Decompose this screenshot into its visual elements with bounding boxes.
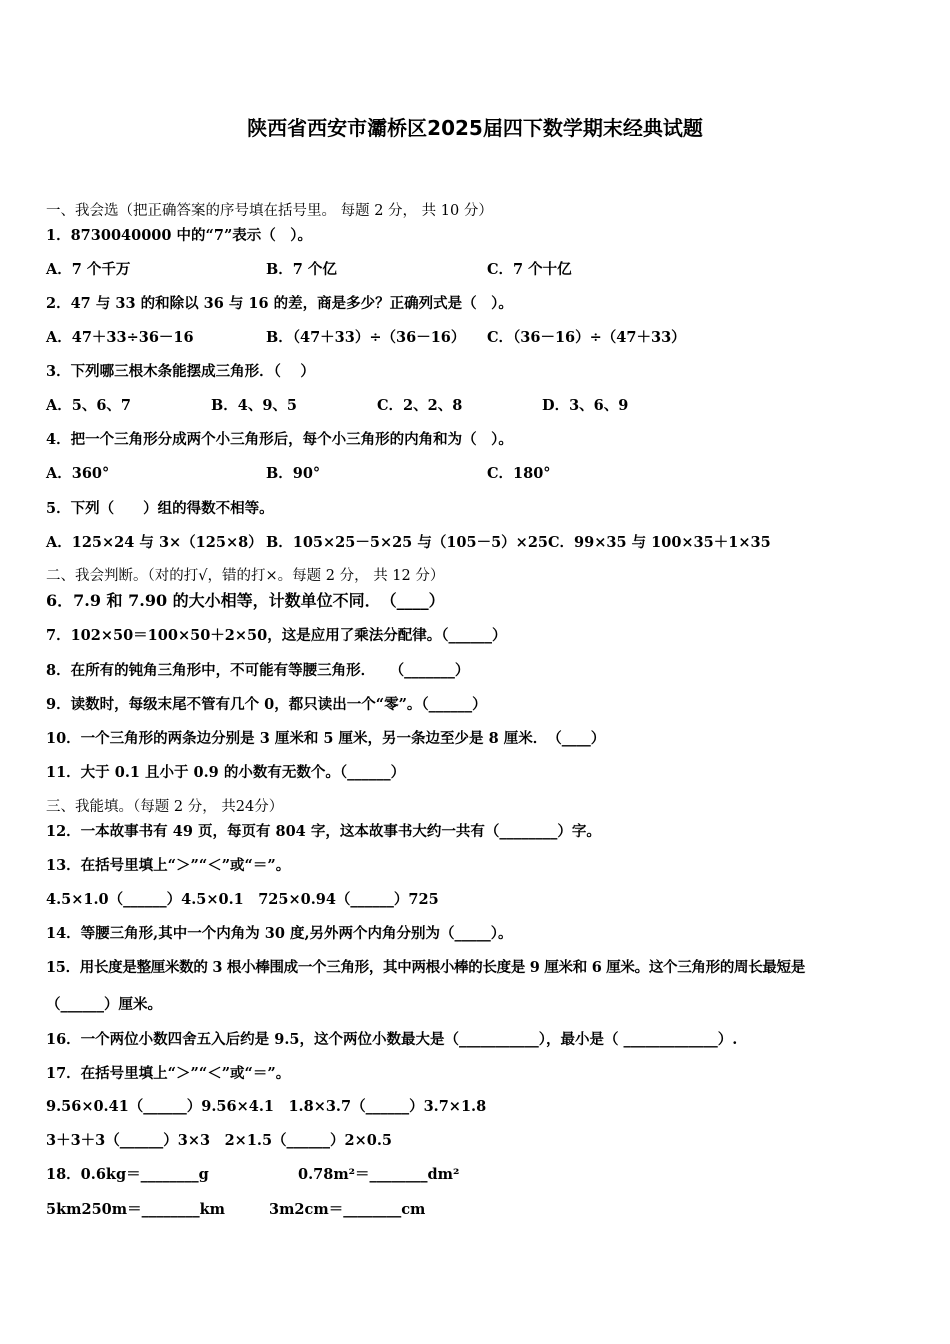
question-11: 11．大于 0.1 且小于 0.9 的小数有无数个。（______） xyxy=(46,764,406,781)
question-16: 16．一个两位小数四舍五入后约是 9.5，这个两位小数最大是（___________），最小是（ _____________）. xyxy=(46,1031,738,1048)
question-15: 15．用长度是整厘米数的 3 根小棒围成一个三角形，其中两根小棒的长度是 9 厘米和 6 厘米。这个三角形的周长最短是 xyxy=(46,959,806,976)
option-c: C．99×35 与 100×35＋1×35 xyxy=(548,534,771,551)
option-d: D．3、6、9 xyxy=(542,397,629,414)
option-a: A．125×24 与 3×（125×8） xyxy=(46,534,263,551)
option-b: B．4、9、5 xyxy=(211,397,298,414)
question-7: 7．102×50＝100×50＋2×50，这是应用了乘法分配律。（______） xyxy=(46,627,507,644)
option-c: C．（36－16）÷（47＋33） xyxy=(487,329,686,346)
question-1: 1．8730040000 中的“7”表示（ ）。 xyxy=(46,227,313,244)
option-c: C．180° xyxy=(487,465,551,482)
option-b: B．90° xyxy=(266,465,321,482)
question-17-items-1: 9.56×0.41（______）9.56×4.1 1.8×3.7（______）3.7×1.8 xyxy=(46,1098,487,1115)
question-17: 17．在括号里填上“＞”“＜”或“＝”。 xyxy=(46,1065,291,1082)
question-3: 3．下列哪三根木条能摆成三角形．（ ） xyxy=(46,363,315,380)
option-a: A．5、6、7 xyxy=(46,397,132,414)
question-18-a: 18．0.6kg＝________g xyxy=(46,1166,209,1183)
question-9: 9．读数时，每级末尾不管有几个 0，都只读出一个“零”。（______） xyxy=(46,696,487,713)
option-a: A．47＋33÷36－16 xyxy=(46,329,194,346)
question-17-items-2: 3＋3＋3（______）3×3 2×1.5（______）2×0.5 xyxy=(46,1132,393,1149)
question-2: 2．47 与 33 的和除以 36 与 16 的差，商是多少？正确列式是（ ）。 xyxy=(46,295,513,312)
section-1-heading: 一、我会选（把正确答案的序号填在括号里。 每题 2 分， 共 10 分） xyxy=(46,203,493,219)
question-18-d: 3m2cm＝________cm xyxy=(269,1201,426,1218)
page-title: 陕西省西安市灞桥区2025届四下数学期末经典试题 xyxy=(247,116,703,140)
question-12: 12．一本故事书有 49 页，每页有 804 字，这本故事书大约一共有（________）字。 xyxy=(46,823,601,840)
question-13: 13．在括号里填上“＞”“＜”或“＝”。 xyxy=(46,857,291,874)
question-15-cont: （______）厘米。 xyxy=(46,996,162,1013)
question-4: 4．把一个三角形分成两个小三角形后，每个小三角形的内角和为（ ）。 xyxy=(46,431,513,448)
question-10: 10．一个三角形的两条边分别是 3 厘米和 5 厘米，另一条边至少是 8 厘米． （____） xyxy=(46,730,606,747)
question-5: 5．下列（ ）组的得数不相等。 xyxy=(46,500,274,517)
option-c: C．7 个十亿 xyxy=(487,261,572,278)
question-18-c: 5km250m＝________km xyxy=(46,1201,225,1218)
question-8: 8．在所有的钝角三角形中，不可能有等腰三角形． （_______） xyxy=(46,662,470,679)
question-13-items: 4.5×1.0（______）4.5×0.1 725×0.94（______）725 xyxy=(46,891,439,908)
option-b: B．（47＋33）÷（36－16） xyxy=(266,329,466,346)
question-18-b: 0.78m²＝________dm² xyxy=(298,1166,460,1183)
option-b: B．7 个亿 xyxy=(266,261,337,278)
option-a: A．7 个千万 xyxy=(46,261,131,278)
section-3-heading: 三、我能填。（每题 2 分， 共24分） xyxy=(46,799,284,815)
option-a: A．360° xyxy=(46,465,110,482)
question-14: 14．等腰三角形,其中一个内角为 30 度,另外两个内角分别为（_____）。 xyxy=(46,925,513,942)
section-2-heading: 二、我会判断。（对的打√，错的打×。每题 2 分， 共 12 分） xyxy=(46,568,445,584)
option-c: C．2、2、8 xyxy=(377,397,463,414)
option-b: B．105×25－5×25 与（105－5）×25 xyxy=(266,534,548,551)
question-6: 6．7.9 和 7.90 的大小相等，计数单位不同． （____） xyxy=(46,591,445,610)
